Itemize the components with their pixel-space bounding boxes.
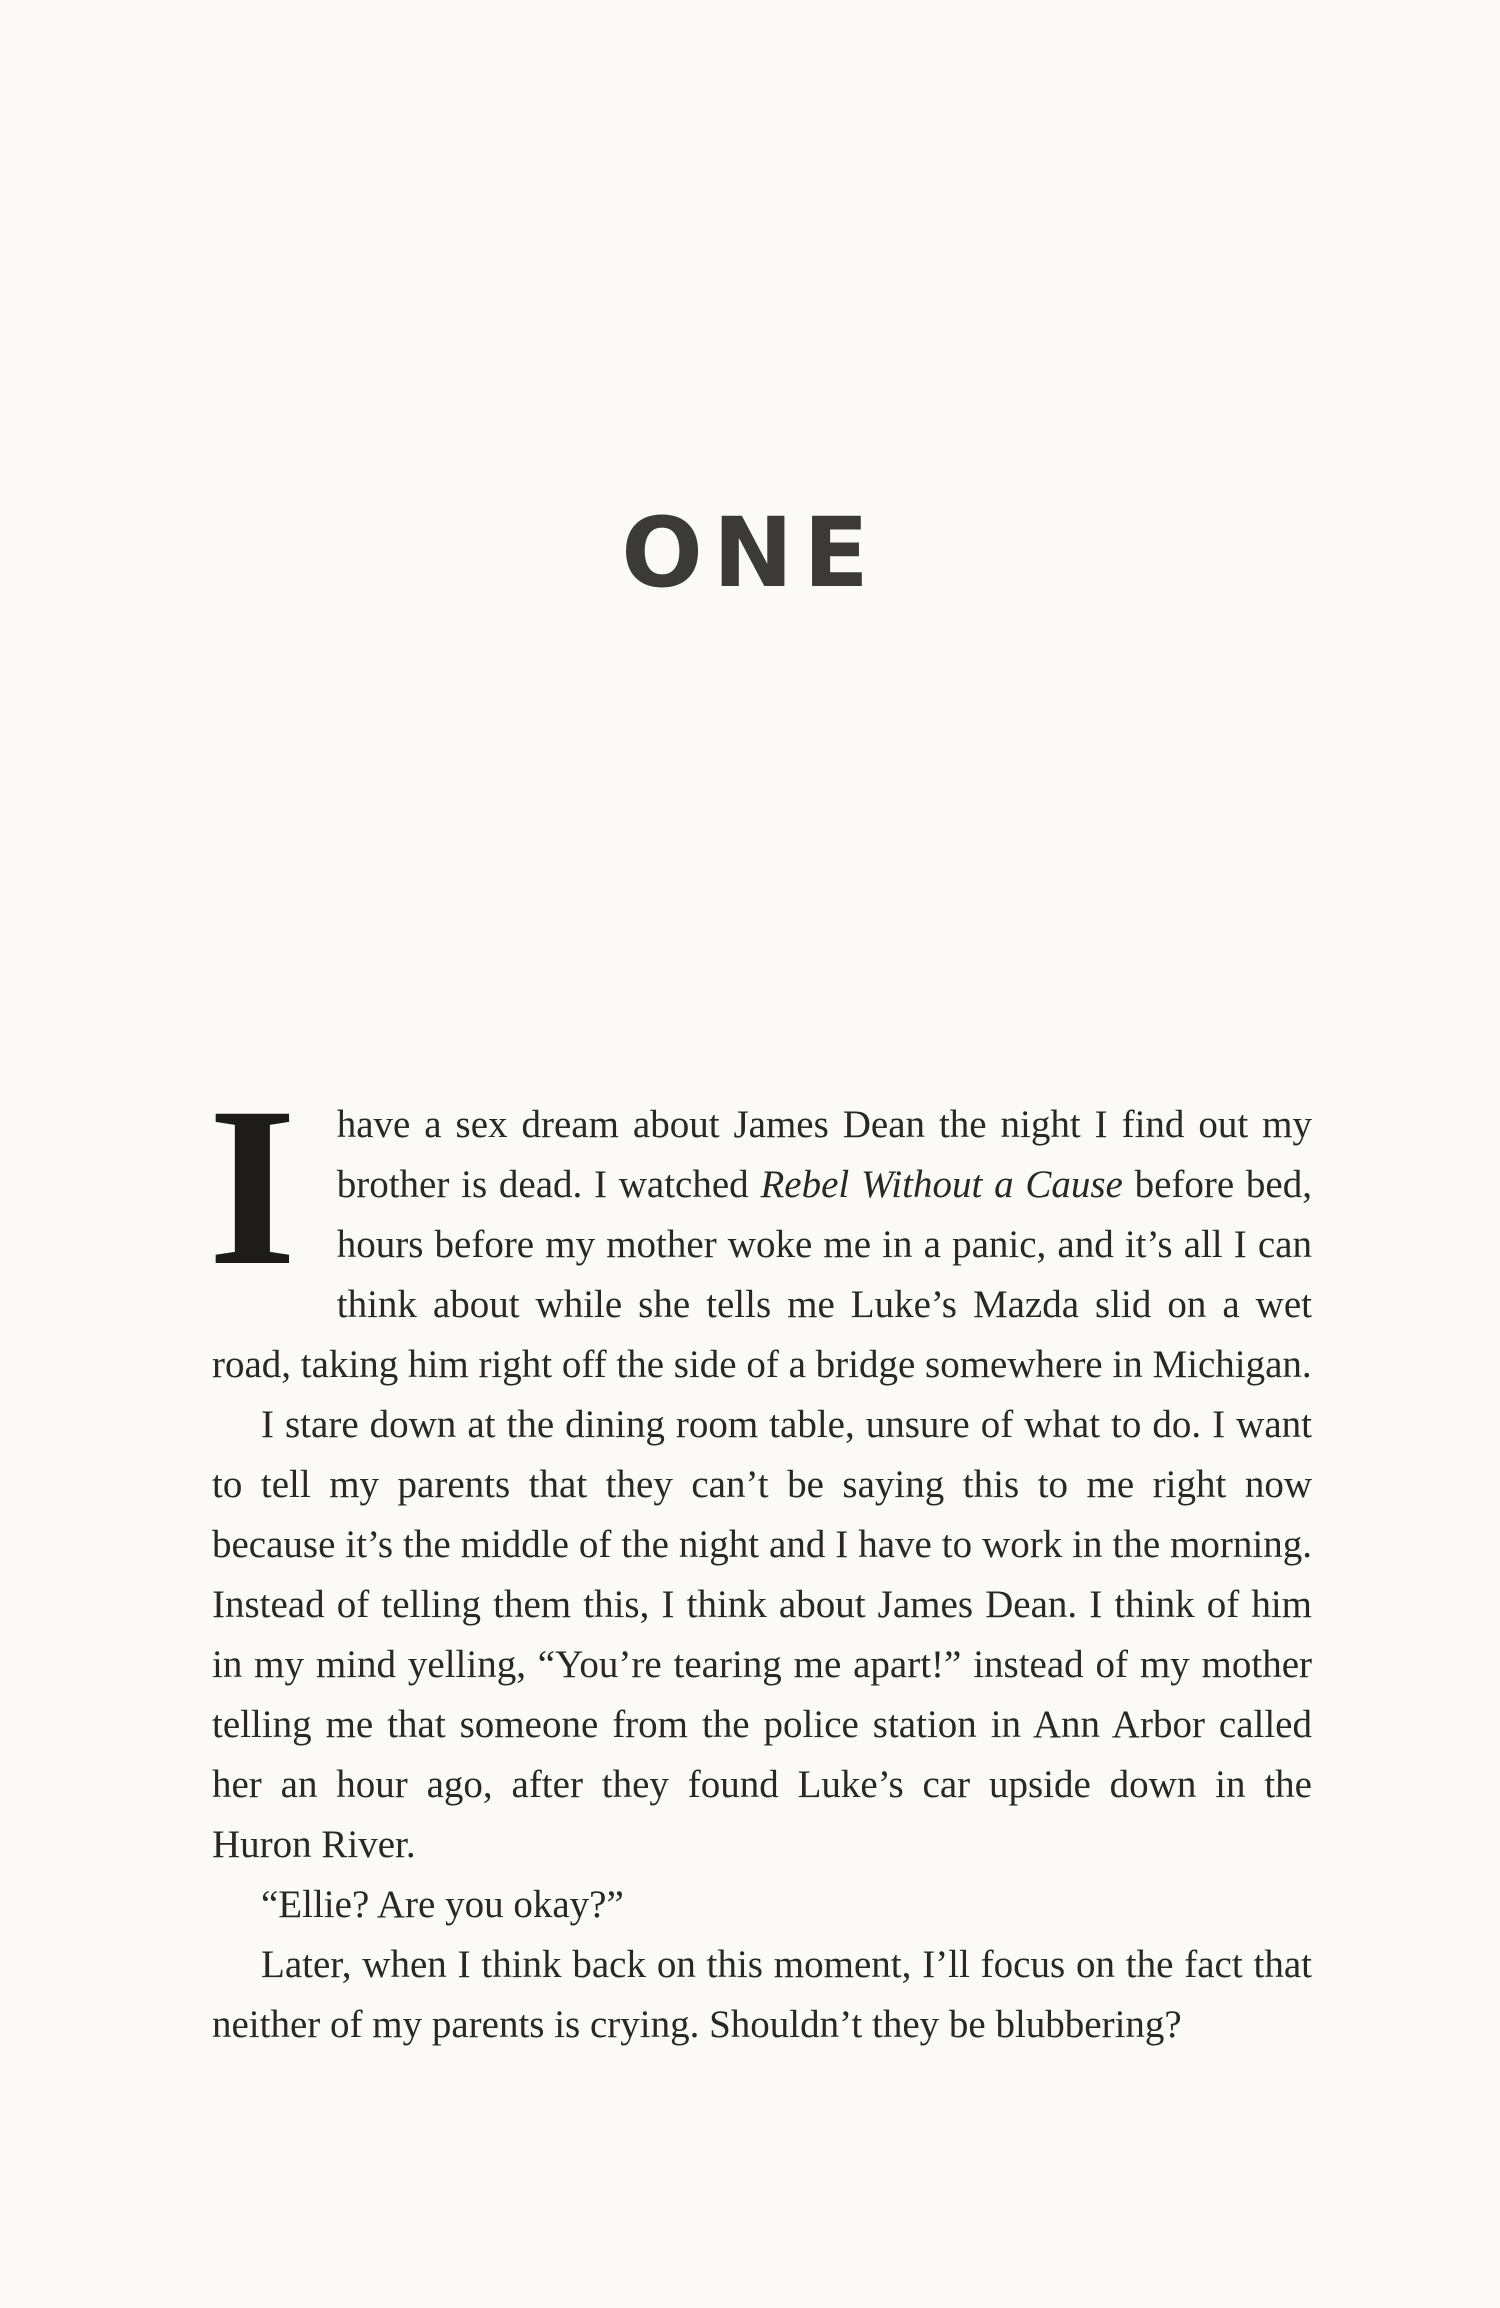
film-title: Rebel Without a Cause (760, 1163, 1123, 1206)
drop-cap: I (208, 1061, 297, 1313)
paragraph-3: “Ellie? Are you okay?” (261, 1883, 624, 1926)
paragraph-2: I stare down at the dining room table, unsure of what to do. I want to tell my parents that they can’t be saying this to me right now because it’s the middle of the night and I have to work in the morning. Instead of telling them this, I think about James Dean. I think of him in my mind yelling, “You’re tearing me apart!” instead of my mother telling me that someone from the police station in Ann Arbor called her an hour ago, after they found Luke’s car upside down in the Huron River. (212, 1403, 1312, 1866)
paragraph-1 (208, 1061, 1312, 1395)
paragraph-1-text-b: before bed, hours before my mother woke me in a panic, and it’s all I can think about while she tells me Luke’s Mazda slid on a wet road, taking him right off the side of a bridge somewhere in Michigan. (212, 1163, 1312, 1386)
paragraph-1-text-a: have a sex dream about James Dean the night I find out my brother is dead. I watched (336, 1103, 1312, 1206)
paragraph-4: Later, when I think back on this moment, I’ll focus on the fact that neither of my parents is crying. Shouldn’t they be blubbering? (212, 1943, 1312, 2046)
chapter-title: ONE (621, 497, 879, 609)
chapter-body (208, 1061, 1312, 2055)
